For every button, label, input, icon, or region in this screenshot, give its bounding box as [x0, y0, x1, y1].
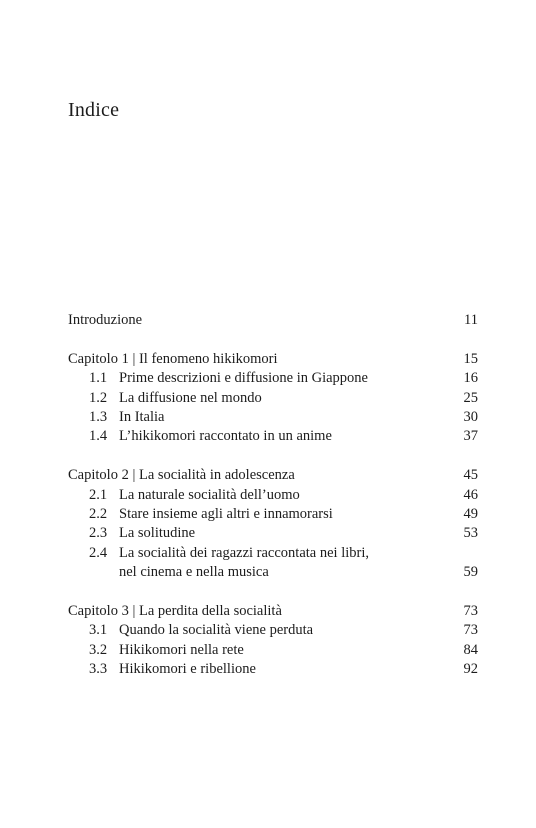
toc-entry-intro [68, 311, 478, 330]
section-title: Prime descrizioni e diffusione in Giappone [119, 370, 368, 387]
page-number: 25 [463, 389, 478, 406]
page-number: 30 [463, 408, 478, 425]
section-entry-continuation [68, 563, 478, 582]
page-number: 37 [463, 428, 478, 445]
table-of-contents [68, 311, 478, 679]
section-title: Hikikomori nella rete [119, 641, 244, 658]
section-title: In Italia [119, 408, 165, 425]
section-number: 1.4 [89, 428, 108, 445]
chapter-heading [68, 602, 478, 621]
section-title: La solitudine [119, 525, 196, 542]
page-number: 92 [463, 661, 478, 678]
chapter-title: Capitolo 1 | Il fenomeno hikikomori [68, 350, 278, 367]
section-title-continued: nel cinema e nella musica [119, 564, 269, 581]
section-entry [68, 505, 478, 524]
section-number: 2.1 [89, 486, 108, 503]
section-number: 3.1 [89, 622, 108, 639]
chapter-heading [68, 350, 478, 369]
section-number: 1.3 [89, 408, 108, 425]
section-entry [68, 369, 478, 388]
section-entry [68, 427, 478, 446]
section-entry [68, 524, 478, 543]
section-title: Stare insieme agli altri e innamorarsi [119, 505, 333, 522]
chapter-title: Capitolo 3 | La perdita della socialità [68, 602, 282, 619]
section-number: 3.3 [89, 661, 108, 678]
section-number: 2.2 [89, 505, 108, 522]
section-number: 2.3 [89, 525, 108, 542]
section-entry [68, 544, 478, 563]
section-number: 1.1 [89, 370, 108, 387]
page-number: 16 [463, 370, 478, 387]
section-title: Hikikomori e ribellione [119, 661, 256, 678]
page-number: 84 [463, 641, 478, 658]
page-number: 53 [463, 525, 478, 542]
chapter-heading [68, 466, 478, 485]
section-number: 2.4 [89, 544, 108, 561]
section-title: Quando la socialità viene perduta [119, 622, 314, 639]
page-number: 59 [463, 564, 478, 581]
section-entry [68, 621, 478, 640]
section-number: 1.2 [89, 389, 108, 406]
page-number: 49 [463, 505, 478, 522]
section-entry [68, 389, 478, 408]
section-title: L’hikikomori raccontato in un anime [119, 428, 332, 445]
entry-title: Introduzione [68, 312, 143, 328]
section-entry [68, 641, 478, 660]
section-entry [68, 486, 478, 505]
page-number: 73 [463, 622, 478, 639]
page-number: 46 [463, 486, 478, 503]
page-title: Indice [68, 99, 120, 121]
section-title: La naturale socialità dell’uomo [119, 486, 300, 503]
section-title: La socialità dei ragazzi raccontata nei libri, [119, 544, 369, 561]
section-entry [68, 660, 478, 679]
page-number: 73 [463, 602, 478, 619]
page-number: 45 [463, 467, 478, 484]
section-number: 3.2 [89, 641, 108, 658]
chapter-title: Capitolo 2 | La socialità in adolescenza [68, 467, 295, 484]
page-number: 15 [463, 350, 478, 367]
section-entry [68, 408, 478, 427]
page-number: 11 [464, 312, 478, 328]
section-title: La diffusione nel mondo [119, 389, 262, 406]
